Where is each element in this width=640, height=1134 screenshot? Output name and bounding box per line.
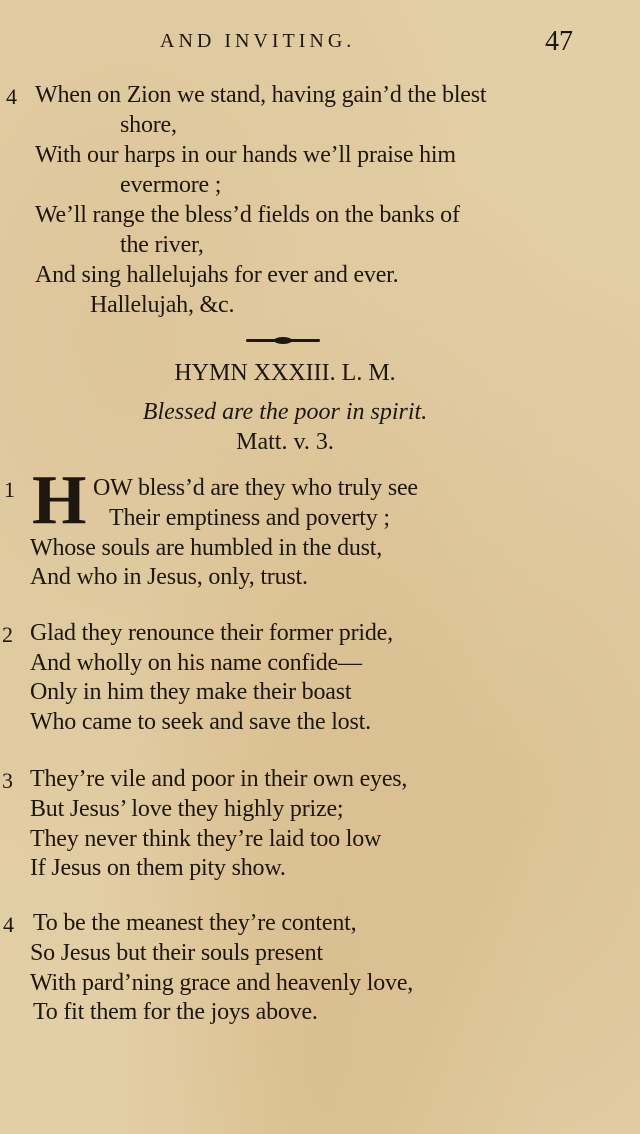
verse-line: Their emptiness and poverty ; <box>109 505 390 531</box>
verse-line: With pard’ning grace and heavenly love, <box>30 970 414 996</box>
verse-line: They never think they’re laid too low <box>30 826 382 852</box>
verse-number: 4 <box>3 912 14 937</box>
verse-line: evermore ; <box>120 172 222 198</box>
drop-cap: H <box>32 462 87 539</box>
verse-line: Hallelujah, &c. <box>90 292 235 318</box>
verse-line: We’ll range the bless’d fields on the banks of <box>35 202 460 228</box>
verse-line: Who came to seek and save the lost. <box>30 709 371 735</box>
verse-line: So Jesus but their souls present <box>30 940 323 966</box>
verse-number: 2 <box>2 622 13 647</box>
verse-line: OW bless’d are they who truly see <box>93 475 418 501</box>
verse-line: the river, <box>120 232 204 258</box>
scripture-reference: Matt. v. 3. <box>236 429 334 455</box>
verse-number: 1 <box>4 477 15 502</box>
verse-line: They’re vile and poor in their own eyes, <box>30 766 408 792</box>
ornamental-rule <box>246 339 320 342</box>
verse-number: 4 <box>6 84 17 109</box>
verse-line: But Jesus’ love they highly prize; <box>30 796 344 822</box>
verse-line: When on Zion we stand, having gain’d the blest <box>35 82 487 108</box>
verse-line: And who in Jesus, only, trust. <box>30 564 308 590</box>
page-number: 47 <box>545 26 573 57</box>
verse-line: Glad they renounce their former pride, <box>30 620 393 646</box>
verse-line: shore, <box>120 112 177 138</box>
verse-line: To fit them for the joys above. <box>33 999 318 1025</box>
verse-line: And wholly on his name confide— <box>30 650 362 676</box>
verse-line: With our harps in our hands we’ll praise him <box>35 142 456 168</box>
verse-line: If Jesus on them pity show. <box>30 855 286 881</box>
hymn-title: HYMN XXXIII. L. M. <box>174 360 396 386</box>
verse-line: To be the meanest they’re content, <box>33 910 357 936</box>
verse-line: And sing hallelujahs for ever and ever. <box>35 262 399 288</box>
hymn-subtitle: Blessed are the poor in spirit. <box>142 399 428 425</box>
verse-number: 3 <box>2 768 13 793</box>
verse-line: Whose souls are humbled in the dust, <box>30 535 383 561</box>
running-head: AND INVITING. <box>160 30 356 52</box>
verse-line: Only in him they make their boast <box>30 679 352 705</box>
